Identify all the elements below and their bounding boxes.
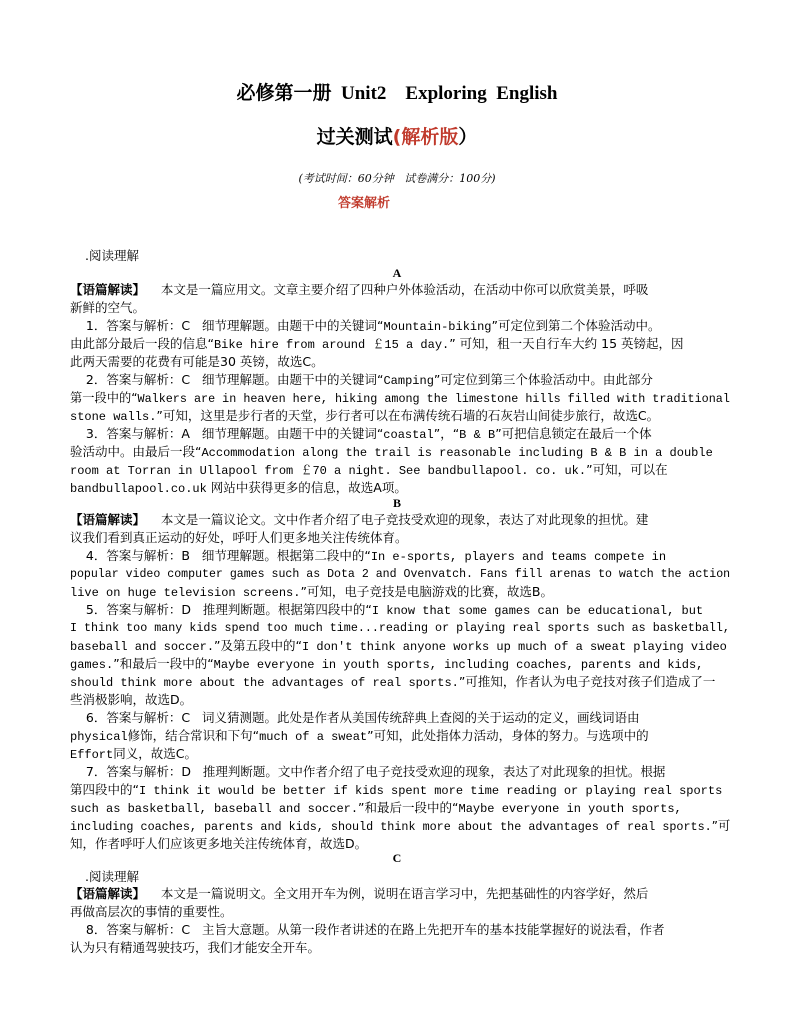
label-discourse: 【语篇解读】 (70, 886, 146, 901)
text-segment: ”，“ (433, 426, 460, 441)
text-segment: 验活动中。由最后一段“ (70, 444, 202, 459)
quote-segment: physical (70, 730, 128, 744)
text-segment: 3．答案与解析：A 细节理解题。由题干中的关键词“ (70, 426, 384, 441)
quote-segment: much of a sweat (259, 730, 368, 744)
text-line (70, 371, 730, 389)
text-line: 认为只有精通驾驶技巧，我们才能安全开车。 (70, 940, 321, 955)
text-line: 8．答案与解析：C 主旨大意题。从第一段作者讲述的在路上先把开车的基本技能掌握好的说法看，作者 (70, 922, 665, 937)
subtitle-accent: (解析版 (392, 126, 459, 148)
quote-segment: Maybe everyone in youth sports, (458, 802, 682, 816)
text-line (70, 443, 730, 461)
text-segment: 同义，故选C。 (113, 746, 197, 761)
quote-segment: Camping (383, 374, 434, 388)
text-line (70, 885, 730, 903)
quote-segment: should think more about the advantages of real sports. (70, 676, 459, 690)
quote-segment: Effort (70, 748, 114, 762)
document-title: 必修第一册 Unit2 Exploring English (236, 83, 558, 104)
document-subtitle (0, 122, 794, 149)
text-line (70, 281, 730, 299)
text-line: 议我们看到真正运动的好处，呼吁人们更多地关注传统体育。 (70, 530, 408, 545)
text-segment: 4．答案与解析：B 细节理解题。根据第二段中的“ (70, 548, 371, 563)
text-line (70, 655, 730, 673)
quote-segment: Accommodation along the trail is reasonable including B & B in a double (201, 446, 713, 460)
text-segment: ”可 (711, 818, 731, 833)
text-line (70, 799, 730, 817)
text-segment: ”可推知，作者认为电子竞技对孩子们造成了一 (458, 674, 716, 689)
text-line (70, 745, 730, 763)
text-segment: ”和最后一段中的“ (113, 656, 214, 671)
text-segment: 第四段中的“ (70, 782, 139, 797)
text-segment: 5．答案与解析：D 推理判断题。根据第四段中的“ (70, 602, 372, 617)
subtitle-main: 过关测试 (316, 126, 393, 148)
text-segment: 1．答案与解析：C 细节理解题。由题干中的关键词“ (70, 318, 384, 333)
quote-segment: Maybe everyone in youth sports, including coaches, parents and kids, (213, 658, 704, 672)
text-segment: ”可定位到第二个体验活动中。 (491, 318, 661, 333)
text-segment: 第一段中的“ (70, 390, 138, 405)
quote-segment: B & B (459, 428, 496, 442)
text-segment: 网站中获得更多的信息，故选A项。 (206, 480, 407, 495)
quote-segment: bandbullapool.co.uk (70, 482, 207, 496)
passage-letter-c: C (392, 851, 402, 865)
text-line (70, 817, 731, 835)
text-segment: 本文是一篇议论文。文中作者介绍了电子竞技受欢迎的现象，表达了对此现象的担忧。建 (145, 512, 649, 527)
text-line (70, 601, 730, 619)
quote-segment: baseball and soccer. (70, 640, 215, 654)
section-heading-reading-1: .阅读理解 (85, 248, 139, 263)
text-line (70, 317, 730, 335)
quote-segment: such as basketball, baseball and soccer. (70, 802, 359, 816)
text-segment: 本文是一篇应用文。文章主要介绍了四种户外体验活动，在活动中你可以欣赏美景，呼吸 (145, 282, 649, 297)
text-segment: 由此部分最后一段的信息“ (70, 336, 214, 351)
quote-segment: coastal (383, 428, 434, 442)
quote-segment: Walkers are in heaven here, hiking among the limestone hills filled with traditional (137, 392, 730, 406)
subtitle-close: ） (458, 126, 478, 148)
quote-segment: room at Torran in Ullapool from ￡70 a night. See bandbullapool. co. uk. (70, 464, 587, 478)
quote-segment: stone walls. (70, 410, 157, 424)
quote-segment: including coaches, parents and kids, should think more about the advantages of real sports. (70, 820, 712, 834)
text-line (70, 547, 730, 565)
passage-letter-b: B (392, 496, 401, 510)
quote-segment: In e-sports, players and teams compete in (370, 550, 667, 564)
text-line (70, 673, 730, 691)
quote-segment: live on huge television screens. (70, 586, 301, 600)
text-segment: ”及第五段中的“ (214, 638, 302, 653)
text-segment: ”和最后一段中的“ (358, 800, 459, 815)
text-segment: ”可知，可以在 (586, 462, 668, 477)
text-segment: ”可知，此处指体力活动，身体的努力。与选项中的 (367, 728, 649, 743)
quote-segment: Bike hire from around ￡15 a day. (213, 338, 450, 352)
quote-segment: I think it would be better if kids spent more time reading or playing real sports (138, 784, 723, 798)
text-segment: 本文是一篇说明文。全文用开车为例，说明在语言学习中，先把基础性的内容学好，然后 (145, 886, 649, 901)
quote-segment: games. (70, 658, 114, 672)
quote-segment: I know that some games can be educational, but (371, 604, 704, 618)
text-line: I think too many kids spend too much time...reading or playing real sports such as basketball, (70, 621, 730, 635)
text-line: 新鲜的空气。 (70, 300, 146, 315)
text-line (70, 583, 730, 601)
quote-segment: Mountain-biking (383, 320, 492, 334)
text-segment: ”可定位到第三个体验活动中。由此部分 (433, 372, 653, 387)
text-line (70, 407, 730, 425)
label-discourse: 【语篇解读】 (70, 282, 146, 297)
text-line (70, 637, 730, 655)
text-segment: ”可知，电子竞技是电脑游戏的比赛，故选B。 (300, 584, 553, 599)
text-segment: ”可把信息锁定在最后一个体 (495, 426, 652, 441)
text-line: 6．答案与解析：C 词义猜测题。此处是作者从美国传统辞典上查阅的关于运动的定义，画线词语由 (70, 710, 640, 725)
section-heading-reading-2: .阅读理解 (85, 869, 139, 884)
text-segment: ”可知，这里是步行者的天堂，步行者可以在布满传统石墙的石灰岩山间徒步旅行，故选C。 (156, 408, 660, 423)
label-discourse: 【语篇解读】 (70, 512, 146, 527)
text-segment: 修饰，结合常识和下句“ (127, 728, 260, 743)
quote-segment: I don't think anyone works up much of a sweat playing video (301, 640, 727, 654)
text-line: 知，作者呼吁人们应该更多地关注传统体育，故选D。 (70, 836, 368, 851)
text-line (70, 781, 730, 799)
text-line (70, 727, 730, 745)
text-line: 些消极影响，故选D。 (70, 692, 193, 707)
text-segment: 2．答案与解析：C 细节理解题。由题干中的关键词“ (70, 372, 384, 387)
passage-letter-a: A (392, 266, 402, 280)
text-line (70, 511, 730, 529)
text-segment: ” 可知，租一天自行车大约 15 英镑起，因 (449, 336, 684, 351)
text-line: 7．答案与解析：D 推理判断题。文中作者介绍了电子竞技受欢迎的现象，表达了对此现象的担忧。根据 (70, 764, 666, 779)
text-line: 再做高层次的事情的重要性。 (70, 904, 233, 919)
text-line (70, 479, 730, 497)
text-line (70, 389, 730, 407)
exam-meta: (考试时间：60分钟 试卷满分：100分) (298, 172, 496, 185)
text-line (70, 461, 730, 479)
text-line: popular video computer games such as Dota 2 and Ovenvatch. Fans fill arenas to watch the action (70, 567, 731, 581)
answer-title: 答案解析 (338, 196, 391, 211)
text-line (70, 335, 730, 353)
text-line: 此两天需要的花费有可能是30 英镑，故选C。 (70, 354, 324, 369)
text-line (70, 425, 730, 443)
